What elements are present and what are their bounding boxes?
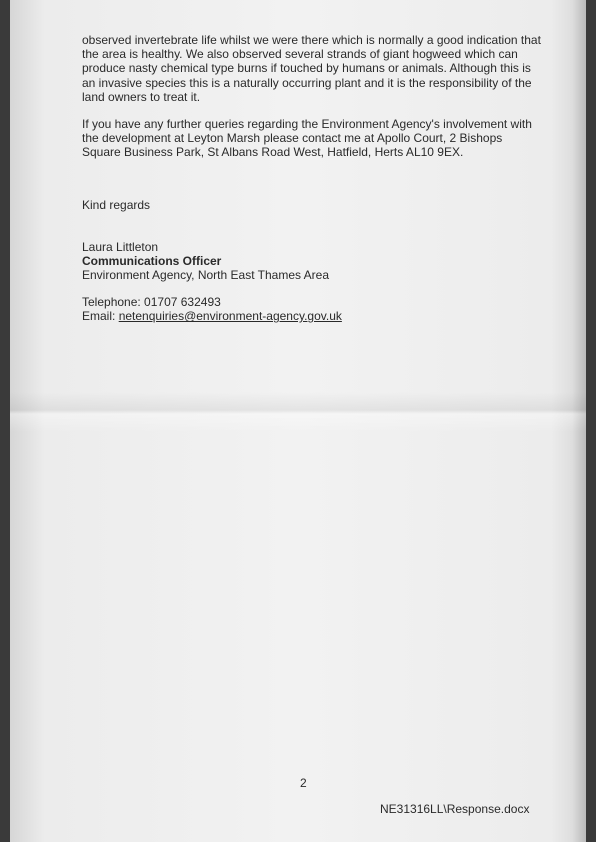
paper-fold <box>10 392 586 432</box>
paragraph-queries: If you have any further queries regarding the Environment Agency's involvement with the development at Leyton Marsh please contact me at Apollo Court, 2 Bishops Square Business Park, St Albans Road West, Hatfield, Herts AL10 9EX. <box>82 117 532 160</box>
email-link[interactable]: netenquiries@environment-agency.gov.uk <box>118 309 342 324</box>
signatory-title: Communications Officer <box>82 254 222 269</box>
email-line <box>82 309 542 323</box>
signatory-organisation: Environment Agency, North East Thames Area <box>82 268 330 283</box>
paper-edge-shadow <box>572 0 586 842</box>
telephone-line: Telephone: 01707 632493 <box>82 295 221 309</box>
signatory-name: Laura Littleton <box>82 240 159 254</box>
letter-page <box>10 0 586 842</box>
email-label: Email: <box>82 309 119 324</box>
signature-block <box>82 240 542 283</box>
paragraph-hogweed: observed invertebrate life whilst we were there which is normally a good indication that the area is healthy. We also observed several strands of giant hogweed which can produce nasty chemical type burns if touched by humans or animals. Although this is an invasive species this is a naturally occurring plant and it is the responsibility of the land owners to treat it. <box>82 33 541 104</box>
document-reference: NE31316LL\Response.docx <box>380 802 530 816</box>
contact-block <box>82 295 542 323</box>
page-number: 2 <box>300 776 307 790</box>
closing-regards: Kind regards <box>82 198 151 212</box>
